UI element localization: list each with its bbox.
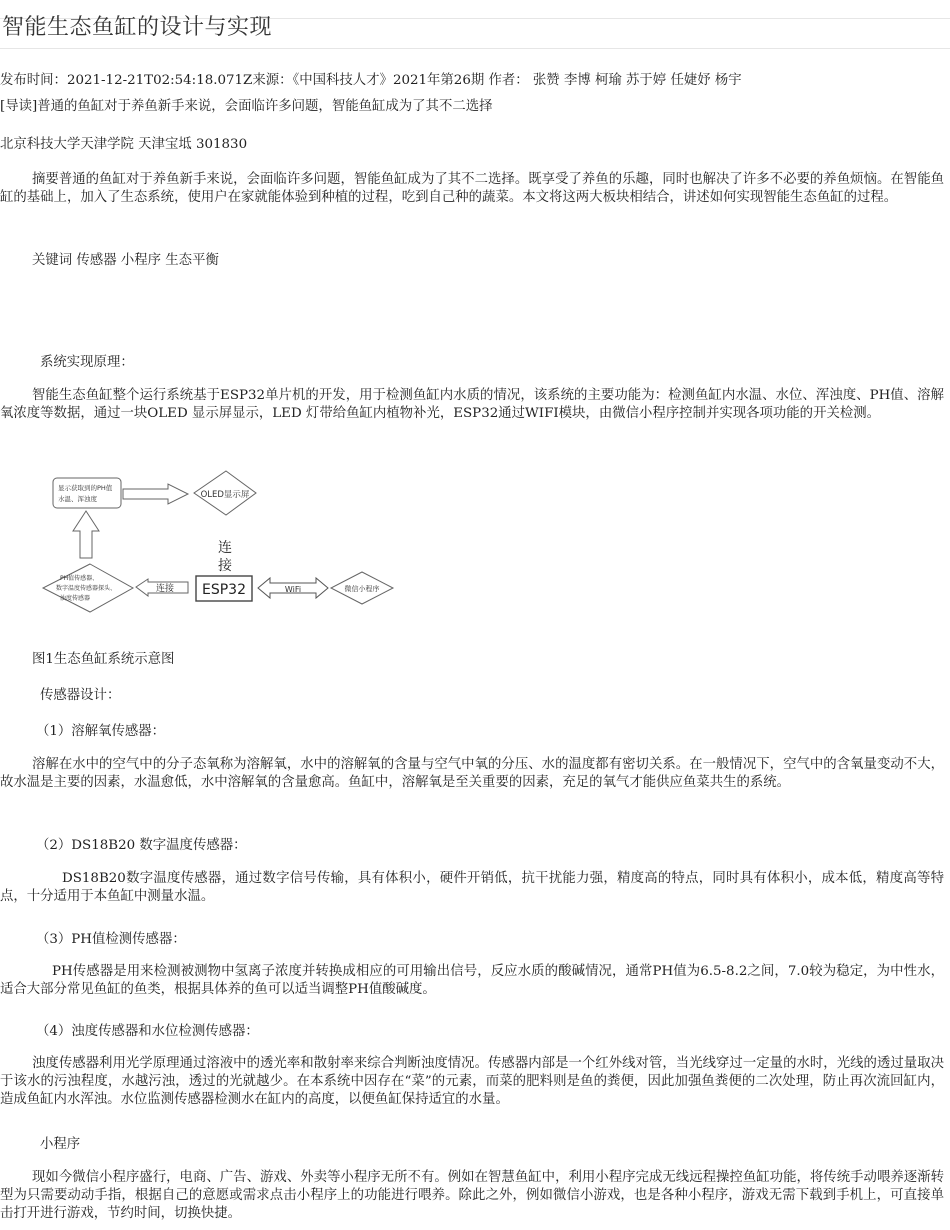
page-title: 智能生态鱼缸的设计与实现: [2, 15, 273, 40]
paragraph-ds18b20: DS18B20数字温度传感器，通过数字信号传输，具有体积小，硬件开销低，抗干扰能力强，精度高的特点，同时具有体积小，成本低，精度高等特点，十分适用于本鱼缸中测量水温。: [0, 871, 944, 904]
principle-paragraph: 智能生态鱼缸整个运行系统基于ESP32单片机的开发，用于检测鱼缸内水质的情况，该系统的主要功能为：检测鱼缸内水温、水位、浑浊度、PH值、溶解氧浓度等数据，通过一块OLED 显示屏显示，LED 灯带给鱼缸内植物补光，ESP32通过WIFI模块，由微信小程序控制并实现各项功能的开关检测。: [0, 388, 944, 421]
connect-horizontal-label: 连接: [156, 584, 175, 594]
meta-line: 发布时间：2021-12-21T02:54:18.071Z来源：《中国科技人才》2021年第26期 作者： 张赞 李博 柯瑜 苏于婷 任婕妤 杨宇: [0, 73, 742, 88]
paragraph-ph: PH传感器是用来检测被测物中氢离子浓度并转换成相应的可用输出信号，反应水质的酸碱情况，通常PH值为6.5-8.2之间，7.0较为稳定，为中性水，适合大部分常见鱼缸的鱼类，根据具体养的鱼可以适当调整PH值酸碱度。: [0, 964, 944, 997]
display-data-box: [53, 478, 121, 508]
subheading-dissolved-oxygen: （1）溶解氧传感器：: [36, 724, 166, 739]
affiliation: 北京科技大学天津学院 天津宝坻 301830: [0, 137, 248, 152]
subheading-turbidity: （4）浊度传感器和水位检测传感器：: [36, 1024, 259, 1039]
section-heading-miniprogram: 小程序: [40, 1137, 81, 1152]
figure-caption: 图1生态鱼缸系统示意图: [32, 652, 175, 667]
paragraph-miniprogram: 现如今微信小程序盛行，电商、广告、游戏、外卖等小程序无所不有。例如在智慧鱼缸中，利用小程序完成无线远程操控鱼缸功能，将传统手动喂养逐渐转型为只需要动动手指，根据自己的意愿或需求点击小程序上的功能进行喂养。除此之外，例如微信小游戏，也是各种小程序，游戏无需下载到手机上，可直接单击打开进行游戏，节约时间，切换快捷。: [0, 1170, 944, 1221]
paragraph-dissolved-oxygen: 溶解在水中的空气中的分子态氧称为溶解氧，水中的溶解氧的含量与空气中氧的分压、水的温度都有密切关系。在一般情况下，空气中的含氧量变动不大，故水温是主要的因素，水温愈低，水中溶解氧的含量愈高。鱼缸中，溶解氧是至关重要的因素，充足的氧气才能供应鱼菜共生的系统。: [0, 757, 944, 790]
abstract-paragraph: 摘要普通的鱼缸对于养鱼新手来说，会面临许多问题，智能鱼缸成为了其不二选择。既享受了养鱼的乐趣，同时也解决了许多不必要的养鱼烦恼。在智能鱼缸的基础上，加入了生态系统，使用户在家就能体验到种植的过程，吃到自己种的蔬菜。本文将这两大板块相结合，讲述如何实现智能生态鱼缸的过程。: [0, 172, 944, 205]
connect-vertical-1: 连: [218, 540, 232, 556]
display-data-label-2: 水温、浑浊度: [58, 495, 97, 503]
keywords: 关键词 传感器 小程序 生态平衡: [32, 253, 219, 268]
display-data-label-1: 显示获取到的PH值: [58, 484, 113, 492]
sensors-label-2: 数字温度传感器探头、: [56, 585, 117, 592]
sensors-label-3: 浊度传感器: [60, 595, 91, 602]
miniprogram-label: 微信小程序: [344, 585, 380, 593]
title-rule: [0, 48, 950, 49]
esp32-label: ESP32: [202, 582, 246, 598]
arrow-up-from-sensors: [73, 511, 99, 558]
paragraph-turbidity: 浊度传感器利用光学原理通过溶液中的透光率和散射率来综合判断浊度情况。传感器内部是一个红外线对管，当光线穿过一定量的水时，光线的透过量取决于该水的污浊程度，水越污浊，透过的光就越少。在本系统中因存在“菜”的元素，而菜的肥料则是鱼的粪便，因此加强鱼粪便的二次处理，防止再次流回缸内，造成鱼缸内水浑浊。水位监测传感器检测水在缸内的高度，以便鱼缸保持适宜的水量。: [0, 1056, 944, 1107]
arrow-right-to-oled: [123, 484, 188, 504]
subheading-ds18b20: （2）DS18B20 数字温度传感器：: [36, 838, 247, 853]
wifi-label: WiFi: [284, 585, 302, 594]
section-heading-sensors: 传感器设计：: [40, 688, 121, 703]
section-heading-principle: 系统实现原理：: [40, 355, 134, 370]
sensors-label-1: PH值传感器、: [60, 575, 99, 582]
oled-label: OLED显示屏: [200, 490, 250, 500]
lead-text: [导读]普通的鱼缸对于养鱼新手来说，会面临许多问题，智能鱼缸成为了其不二选择: [0, 99, 493, 114]
connect-vertical-2: 接: [218, 558, 232, 574]
system-diagram: [38, 466, 398, 616]
subheading-ph: （3）PH值检测传感器：: [36, 932, 186, 947]
